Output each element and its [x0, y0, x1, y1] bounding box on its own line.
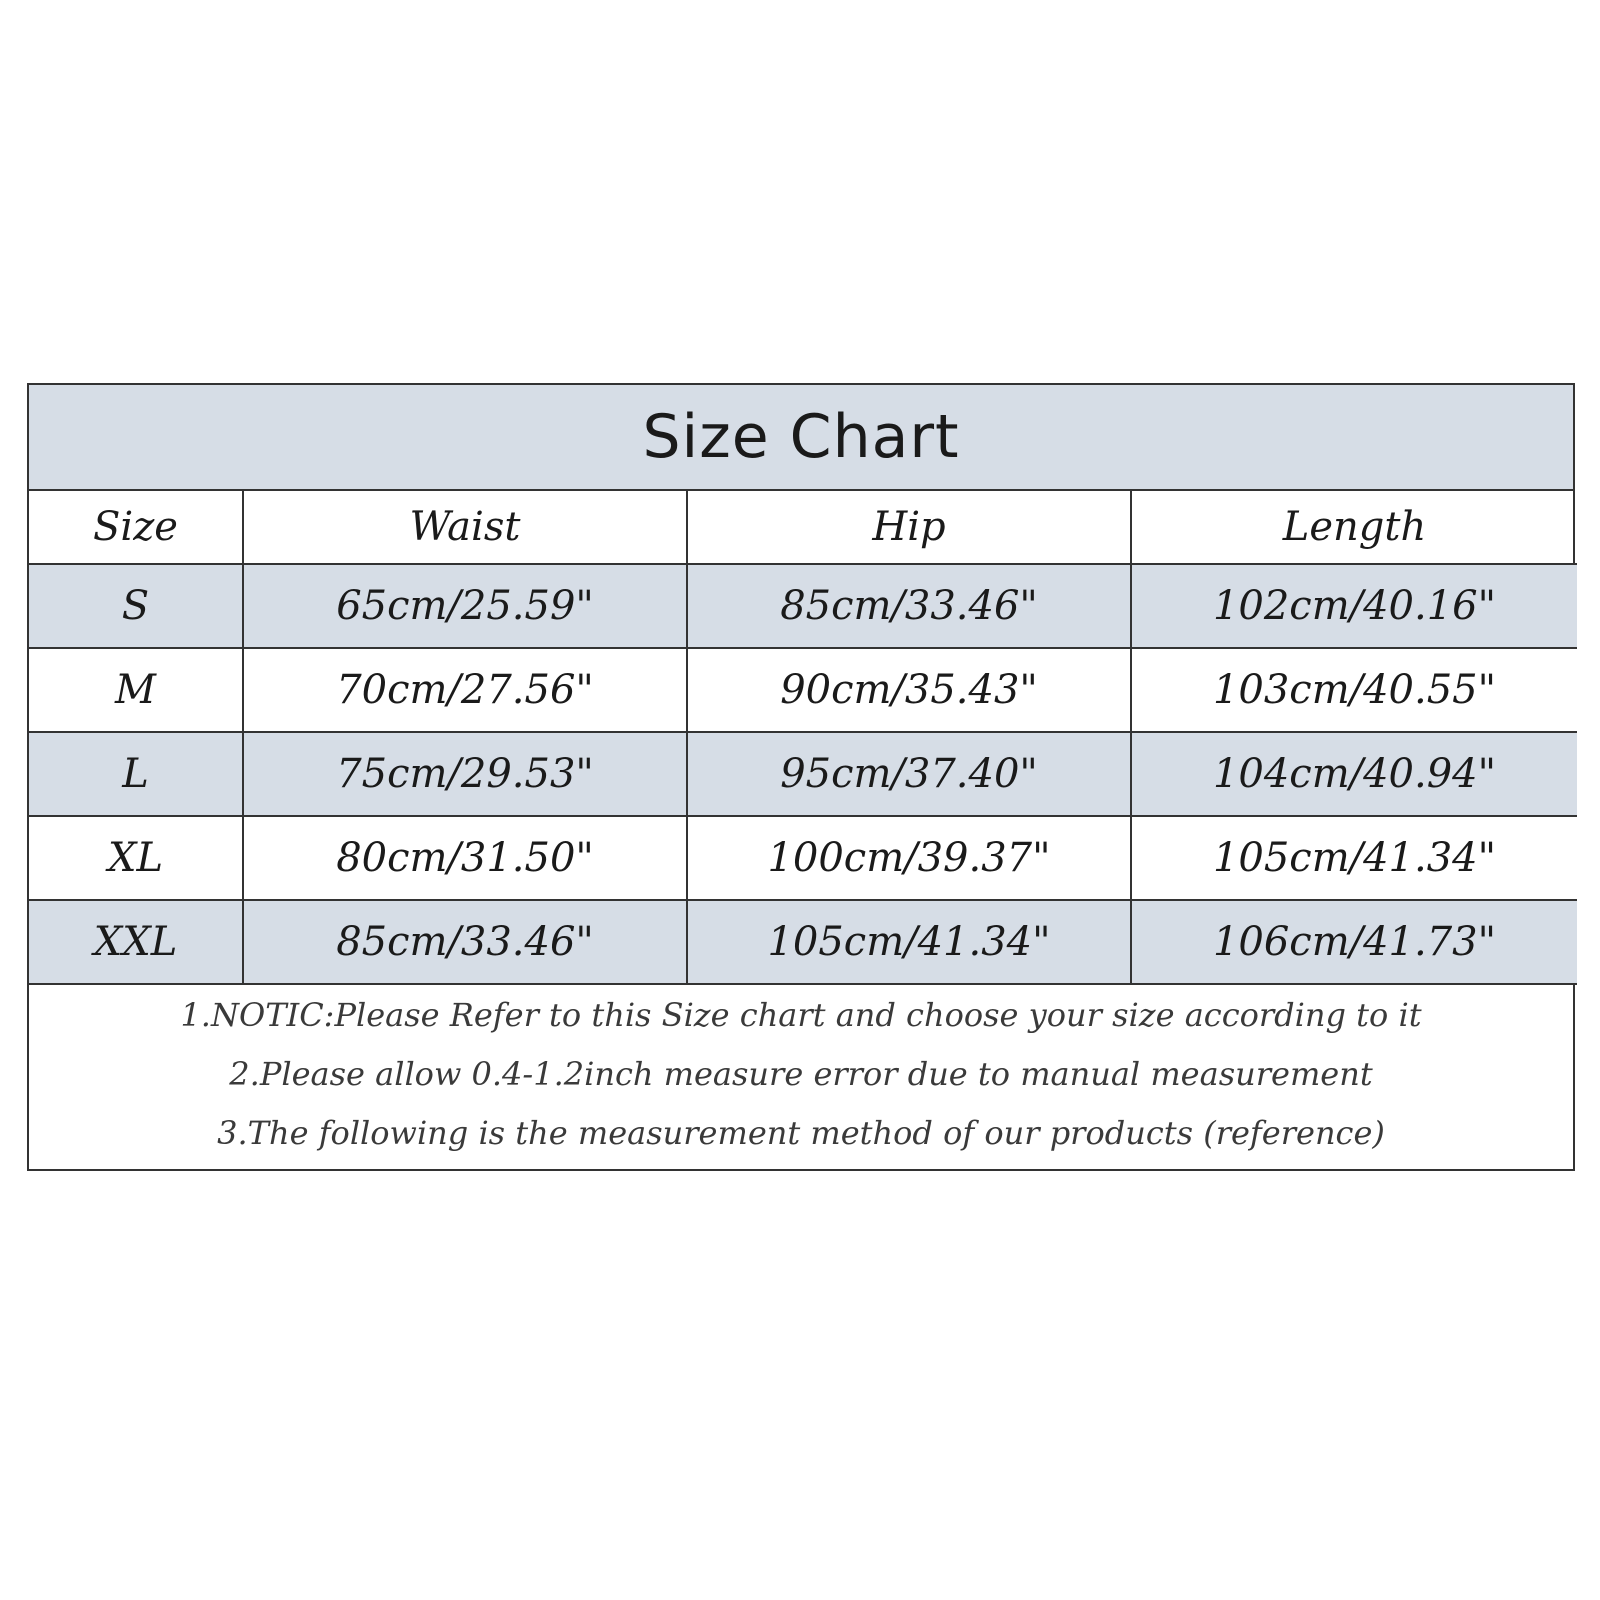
size-table — [29, 491, 1577, 985]
hip-cell: 95cm/37.40" — [687, 732, 1131, 816]
hip-cell: 85cm/33.46" — [687, 564, 1131, 648]
length-cell: 103cm/40.55" — [1131, 648, 1577, 732]
length-cell: 104cm/40.94" — [1131, 732, 1577, 816]
size-cell: XXL — [29, 900, 243, 984]
waist-cell: 80cm/31.50" — [243, 816, 687, 900]
column-header-length: Length — [1131, 491, 1577, 564]
note-line: 3.The following is the measurement method of our products (reference) — [217, 1113, 1385, 1152]
length-cell: 106cm/41.73" — [1131, 900, 1577, 984]
size-cell: L — [29, 732, 243, 816]
table-row — [29, 816, 1577, 900]
hip-cell: 100cm/39.37" — [687, 816, 1131, 900]
header-row — [29, 491, 1577, 564]
table-row — [29, 900, 1577, 984]
column-header-waist: Waist — [243, 491, 687, 564]
column-header-hip: Hip — [687, 491, 1131, 564]
length-cell: 105cm/41.34" — [1131, 816, 1577, 900]
length-cell: 102cm/40.16" — [1131, 564, 1577, 648]
note-line: 2.Please allow 0.4-1.2inch measure error due to manual measurement — [229, 1054, 1373, 1093]
size-chart — [27, 383, 1575, 1171]
waist-cell: 70cm/27.56" — [243, 648, 687, 732]
waist-cell: 85cm/33.46" — [243, 900, 687, 984]
chart-title: Size Chart — [29, 385, 1573, 491]
hip-cell: 105cm/41.34" — [687, 900, 1131, 984]
table-row — [29, 648, 1577, 732]
size-cell: M — [29, 648, 243, 732]
size-cell: S — [29, 564, 243, 648]
hip-cell: 90cm/35.43" — [687, 648, 1131, 732]
size-cell: XL — [29, 816, 243, 900]
notes-block — [29, 979, 1573, 1169]
column-header-size: Size — [29, 491, 243, 564]
table-row — [29, 564, 1577, 648]
table-row — [29, 732, 1577, 816]
waist-cell: 75cm/29.53" — [243, 732, 687, 816]
waist-cell: 65cm/25.59" — [243, 564, 687, 648]
note-line: 1.NOTIC:Please Refer to this Size chart and choose your size according to it — [180, 995, 1422, 1034]
